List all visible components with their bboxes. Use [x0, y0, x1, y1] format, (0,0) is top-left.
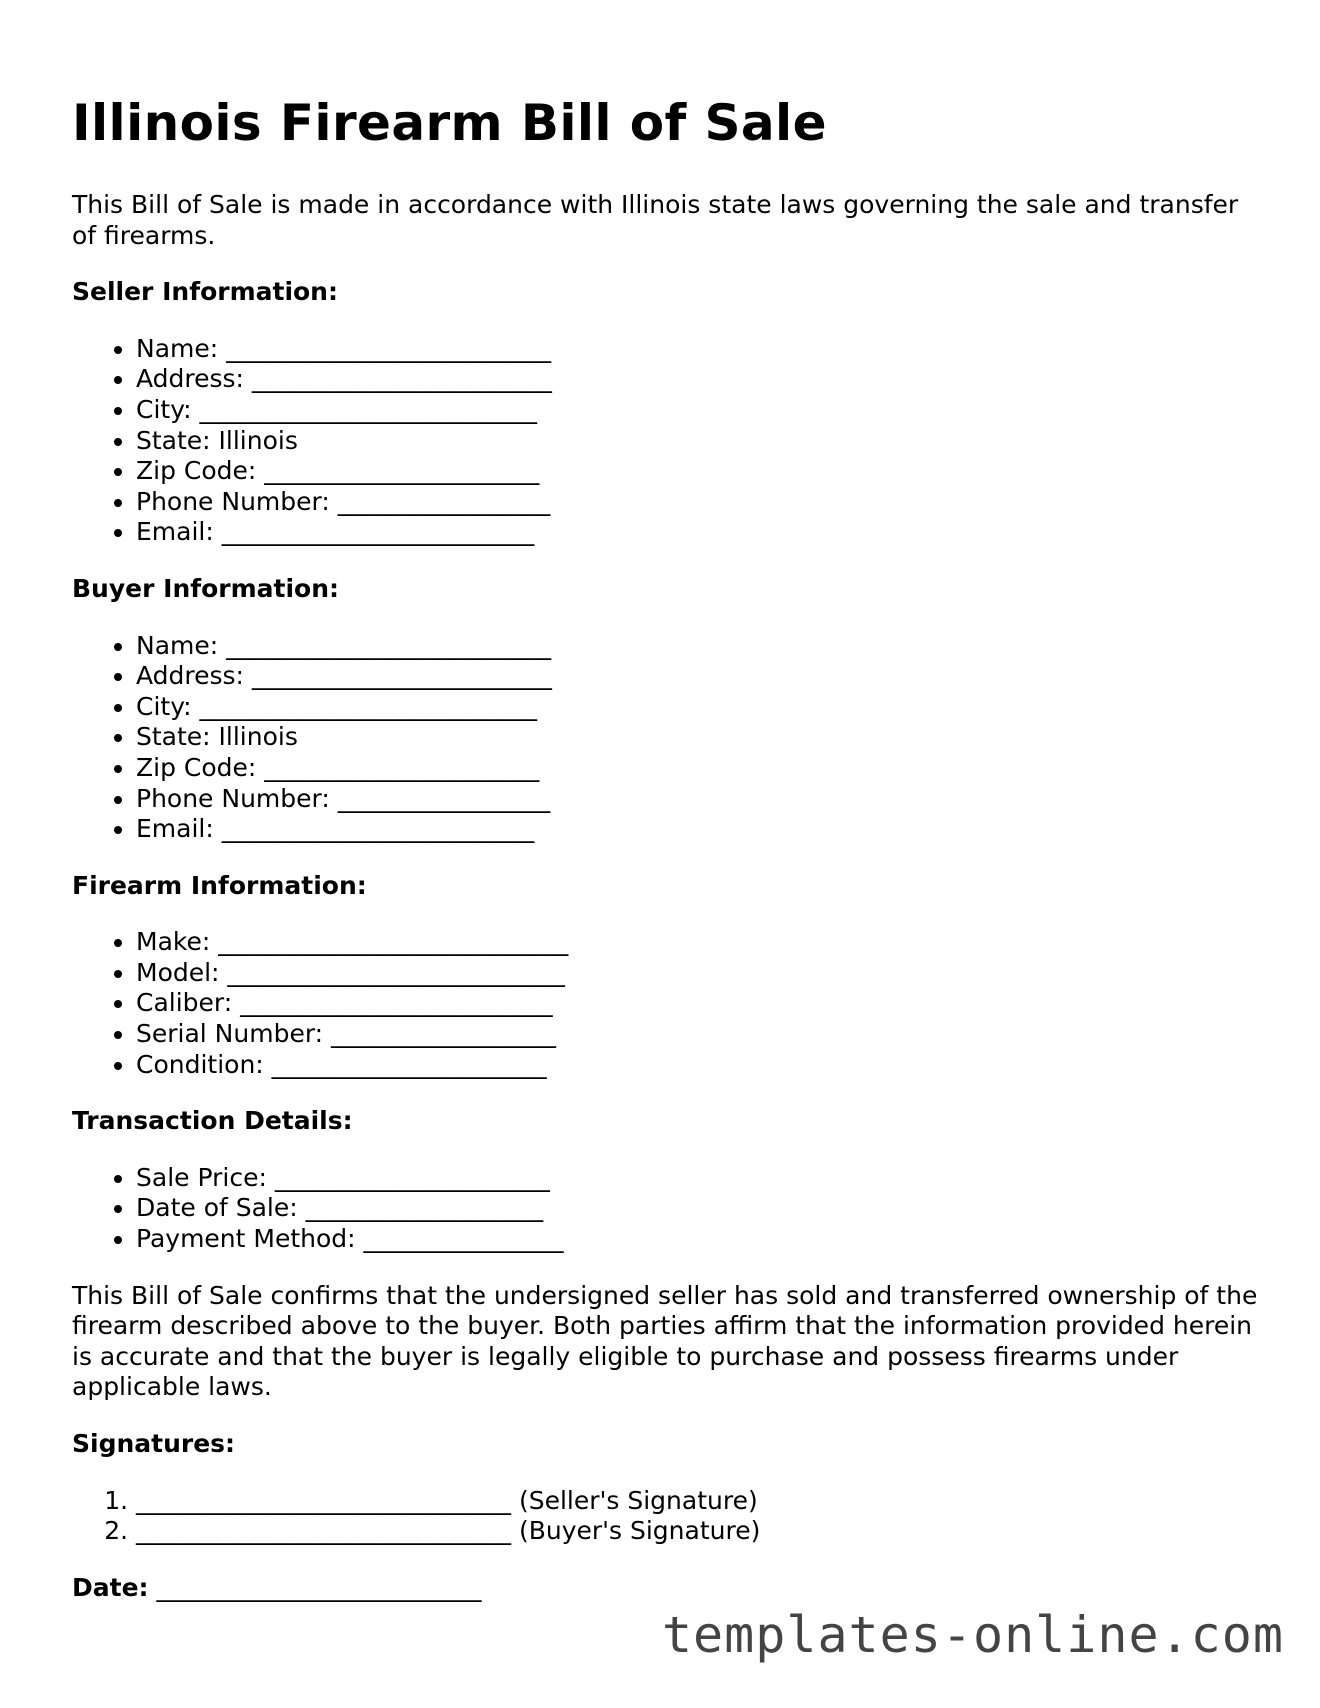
- buyer-name-field: • Name: __________________________: [136, 631, 1262, 662]
- date-of-sale-field: • Date of Sale: ___________________: [136, 1193, 1262, 1224]
- seller-signature-line: 1. ______________________________ (Seller's Signature): [136, 1486, 1262, 1517]
- transaction-fields-list: [72, 1163, 1262, 1255]
- payment-method-field: • Payment Method: ________________: [136, 1224, 1262, 1255]
- seller-heading: Seller Information:: [72, 277, 338, 307]
- buyer-state-field: • State: Illinois: [136, 722, 1262, 753]
- transaction-heading: Transaction Details:: [72, 1106, 353, 1136]
- seller-phone-field: • Phone Number: _________________: [136, 487, 1262, 518]
- seller-state-field: • State: Illinois: [136, 426, 1262, 457]
- watermark: templates-online.com: [661, 1606, 1284, 1664]
- document-title: Illinois Firearm Bill of Sale: [72, 94, 827, 152]
- buyer-signature-line: 2. ______________________________ (Buyer's Signature): [136, 1516, 1262, 1547]
- buyer-city-field: • City: ___________________________: [136, 692, 1262, 723]
- signatures-heading: Signatures:: [72, 1429, 236, 1458]
- date-blank: __________________________: [156, 1572, 482, 1602]
- buyer-phone-field: • Phone Number: _________________: [136, 784, 1262, 815]
- firearm-fields-list: [72, 927, 1262, 1080]
- buyer-email-field: • Email: _________________________: [136, 814, 1262, 845]
- document-page: [72, 84, 1262, 1603]
- buyer-address-field: • Address: ________________________: [136, 661, 1262, 692]
- date-label: Date:: [72, 1572, 149, 1602]
- seller-zip-field: • Zip Code: ______________________: [136, 456, 1262, 487]
- firearm-make-field: • Make: ____________________________: [136, 927, 1262, 958]
- buyer-fields-list: [72, 631, 1262, 845]
- seller-name-field: • Name: __________________________: [136, 334, 1262, 365]
- firearm-model-field: • Model: ___________________________: [136, 958, 1262, 989]
- seller-email-field: • Email: _________________________: [136, 517, 1262, 548]
- buyer-zip-field: • Zip Code: ______________________: [136, 753, 1262, 784]
- firearm-heading: Firearm Information:: [72, 870, 367, 900]
- seller-address-field: • Address: ________________________: [136, 364, 1262, 395]
- seller-fields-list: [72, 334, 1262, 548]
- date-line: [72, 1573, 1262, 1604]
- sale-price-field: • Sale Price: ______________________: [136, 1163, 1262, 1194]
- intro-paragraph: This Bill of Sale is made in accordance with Illinois state laws governing the sale and transfer of firearms.: [72, 190, 1239, 250]
- buyer-heading: Buyer Information:: [72, 573, 340, 603]
- signatures-list: [72, 1486, 1262, 1547]
- firearm-serial-field: • Serial Number: __________________: [136, 1019, 1262, 1050]
- firearm-condition-field: • Condition: ______________________: [136, 1050, 1262, 1081]
- seller-city-field: • City: ___________________________: [136, 395, 1262, 426]
- closing-paragraph: This Bill of Sale confirms that the undersigned seller has sold and transferred ownership of the firearm described above to the buyer. Both parties affirm that the information provided herein is accurate and that the buyer is legally eligible to purchase and possess firearms under applicable laws.: [72, 1280, 1258, 1402]
- firearm-caliber-field: • Caliber: _________________________: [136, 988, 1262, 1019]
